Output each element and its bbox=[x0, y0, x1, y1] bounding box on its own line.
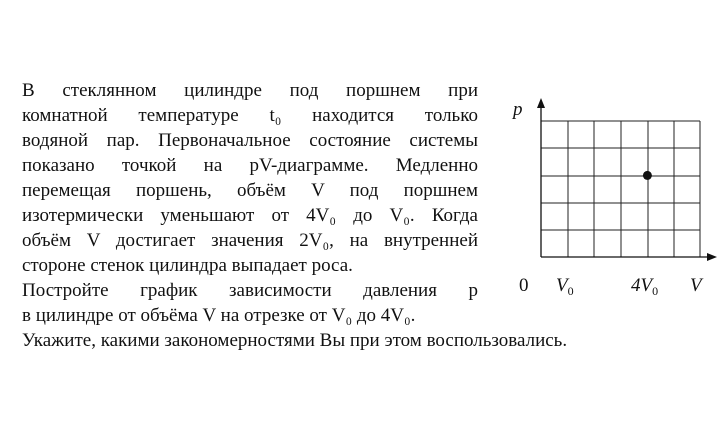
problem-line-3: водяной пар. Первоначальное состояние системы bbox=[22, 130, 478, 151]
initial-state-point bbox=[643, 171, 652, 180]
problem-line-6: изотермически уменьшают от 4V₀ до V₀. Когда bbox=[22, 205, 478, 226]
problem-line-2: комнатной температуре t₀ находится только bbox=[22, 105, 478, 126]
problem-line-10: в цилиндре от объёма V на отрезке от V₀ до 4V₀. bbox=[22, 305, 416, 326]
problem-line-7: объём V достигает значения 2V₀, на внутренней bbox=[22, 230, 478, 251]
tick-label-v0: $V_0$ bbox=[556, 275, 574, 298]
problem-line-9: Постройте график зависимости давления p bbox=[22, 280, 478, 301]
x-axis-arrow bbox=[707, 253, 717, 261]
grid bbox=[541, 121, 700, 257]
x-axis-label: V bbox=[690, 275, 702, 296]
tick-label-4v0: $4V_0$ bbox=[631, 275, 659, 298]
origin-label: 0 bbox=[519, 275, 529, 296]
problem-line-5: перемещая поршень, объём V под поршнем bbox=[22, 180, 478, 201]
y-axis-label: p bbox=[513, 99, 523, 120]
problem-line-8: стороне стенок цилиндра выпадает роса. bbox=[22, 255, 353, 276]
y-axis-arrow bbox=[537, 98, 545, 108]
problem-line-1: В стеклянном цилиндре под поршнем при bbox=[22, 80, 478, 101]
problem-line-4: показано точкой на pV-диаграмме. Медленно bbox=[22, 155, 478, 176]
problem-last-line: Укажите, какими закономерностями Вы при этом воспользовались. bbox=[22, 330, 568, 351]
